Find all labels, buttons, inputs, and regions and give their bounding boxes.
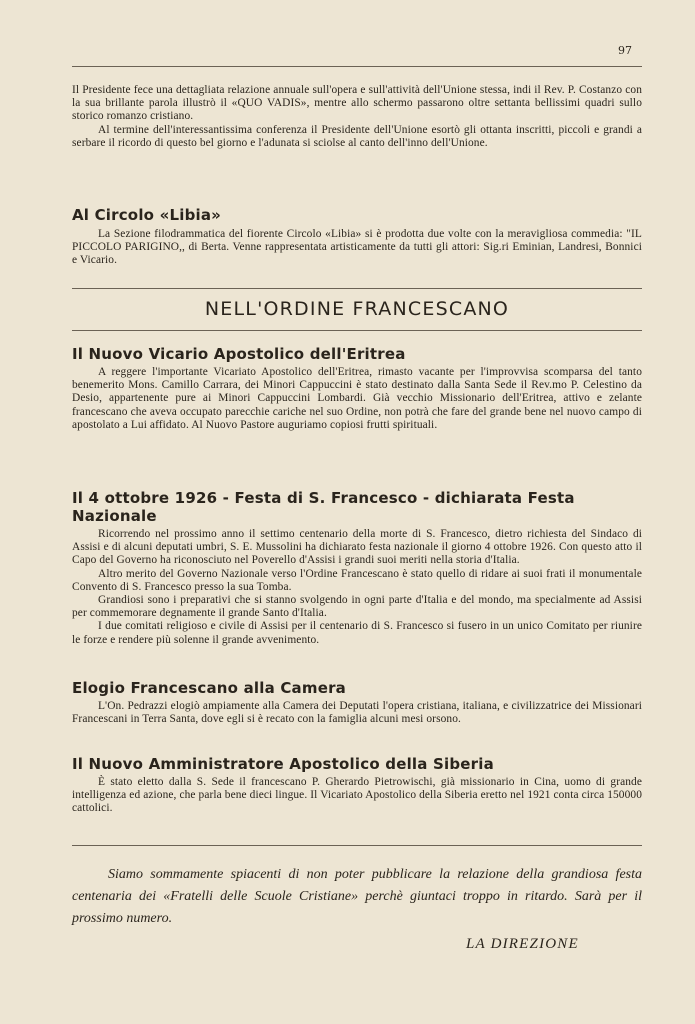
section-rule-bottom [72,330,642,331]
notice-rule [72,845,642,846]
libia-paragraph: La Sezione filodrammatica del fiorente Circolo «Libia» si è prodotta due volte con la meravigliosa commedia: "IL PICCOLO PARIGINO,, di Berta. Venne rappresentata artisticamente da tutti gli attori: Sig.ri Eminian, Landresi, Bonnici e Vicario. [72,228,642,267]
intro-paragraph: Il Presidente fece una dettagliata relazione annuale sull'opera e sull'attività dell'Unione stessa, indi il Rev. P. Costanzo con la sua brillante parola illustrò il «QUO VADIS», mentre allo schermo passarono oltre settanta bellissimi quadri sullo storico romanzo cristiano. [72,84,642,123]
article-heading: Elogio Francescano alla Camera [72,679,347,697]
article-paragraph: Grandiosi sono i preparativi che si stanno svolgendo in ogni parte d'Italia e del mondo, ma specialmente ad Assisi per commemorare degnamente il grande Santo d'Italia. [72,594,642,620]
article-heading: Il Nuovo Vicario Apostolico dell'Eritrea [72,345,406,363]
article-elogio-camera [72,679,642,726]
intro-paragraph: Al termine dell'interessantissima conferenza il Presidente dell'Unione esortò gli ottanta inscritti, piccoli e grandi a serbare il ricordo di questo bel giorno e l'adunata si sciolse al canto dell'inno dell'Unione. [72,123,642,149]
article-paragraph: L'On. Pedrazzi elogiò ampiamente alla Camera dei Deputati l'opera cristiana, italiana, e civilizzatrice dei Missionari Francescani in Terra Santa, dove egli si è recato con la famiglia alcuni mesi orsono. [72,700,642,726]
article-heading: Il Nuovo Amministratore Apostolico della Siberia [72,755,494,773]
article-paragraph: Altro merito del Governo Nazionale verso l'Ordine Francescano è stato quello di ridare ai suoi frati il monumentale Convento di S. Francesco presso la sua Tomba. [72,567,642,593]
libia-heading: Al Circolo «Libia» [72,206,222,224]
notice-signature: LA DIREZIONE [466,936,579,952]
article-siberia [72,755,642,816]
header-rule [72,66,642,67]
section-title: NELL'ORDINE FRANCESCANO [204,298,510,320]
section-rule-top [72,288,642,289]
intro-block [72,84,642,150]
article-festa-nazionale [72,489,642,647]
editorial-notice: Siamo sommamente spiacenti di non poter pubblicare la relazione della grandiosa festa centenaria dei «Fratelli delle Scuole Cristiane» perchè giuntaci troppo in ritardo. Sarà per il prossimo numero. [72,867,642,926]
article-paragraph: A reggere l'importante Vicariato Apostolico dell'Eritrea, rimasto vacante per l'improvvisa scomparsa del tanto benemerito Mons. Camillo Carrara, dei Minori Cappuccini è stato destinato dalla Santa Sede il Rev.mo P. Celestino da Desio, appartenente pure ai Minori Cappuccini Lombardi. Già vecchio Missionario dell'Eritrea, attivo e zelante francescano che aveva occupato parecchie cariche nel suo Ordine, non potrà che fare del grande bene nel nuovo campo di apostolato a Lui affidato. Al Nuovo Pastore auguriamo copiosi frutti spirituali. [72,366,642,431]
article-paragraph: È stato eletto dalla S. Sede il francescano P. Gherardo Pietrowischi, già missionario in Cina, uomo di grande intelligenza ed azione, che parla bene dieci lingue. Il Vicariato Apostolico della Siberia eretto nel 1921 conta circa 150000 cattolici. [72,776,642,815]
article-eritrea [72,345,642,432]
page-number: 97 [618,44,632,57]
article-paragraph: I due comitati religioso e civile di Assisi per il centenario di S. Francesco si fusero in un unico Comitato per riunire le forze e rendere più solenne il grande avvenimento. [72,620,642,646]
libia-block [72,206,642,268]
article-paragraph: Ricorrendo nel prossimo anno il settimo centenario della morte di S. Francesco, dietro richiesta del Sindaco di Assisi e di alcuni deputati umbri, S. E. Mussolini ha dichiarato festa nazionale il giorno 4 ottobre 1926. Con questo atto il Capo del Governo ha riconosciuto nel Poverello d'Assisi i grandi suoi meriti nella storia d'Italia. [72,528,642,567]
article-heading: Il 4 ottobre 1926 - Festa di S. Francesco - dichiarata Festa Nazionale [72,489,575,525]
